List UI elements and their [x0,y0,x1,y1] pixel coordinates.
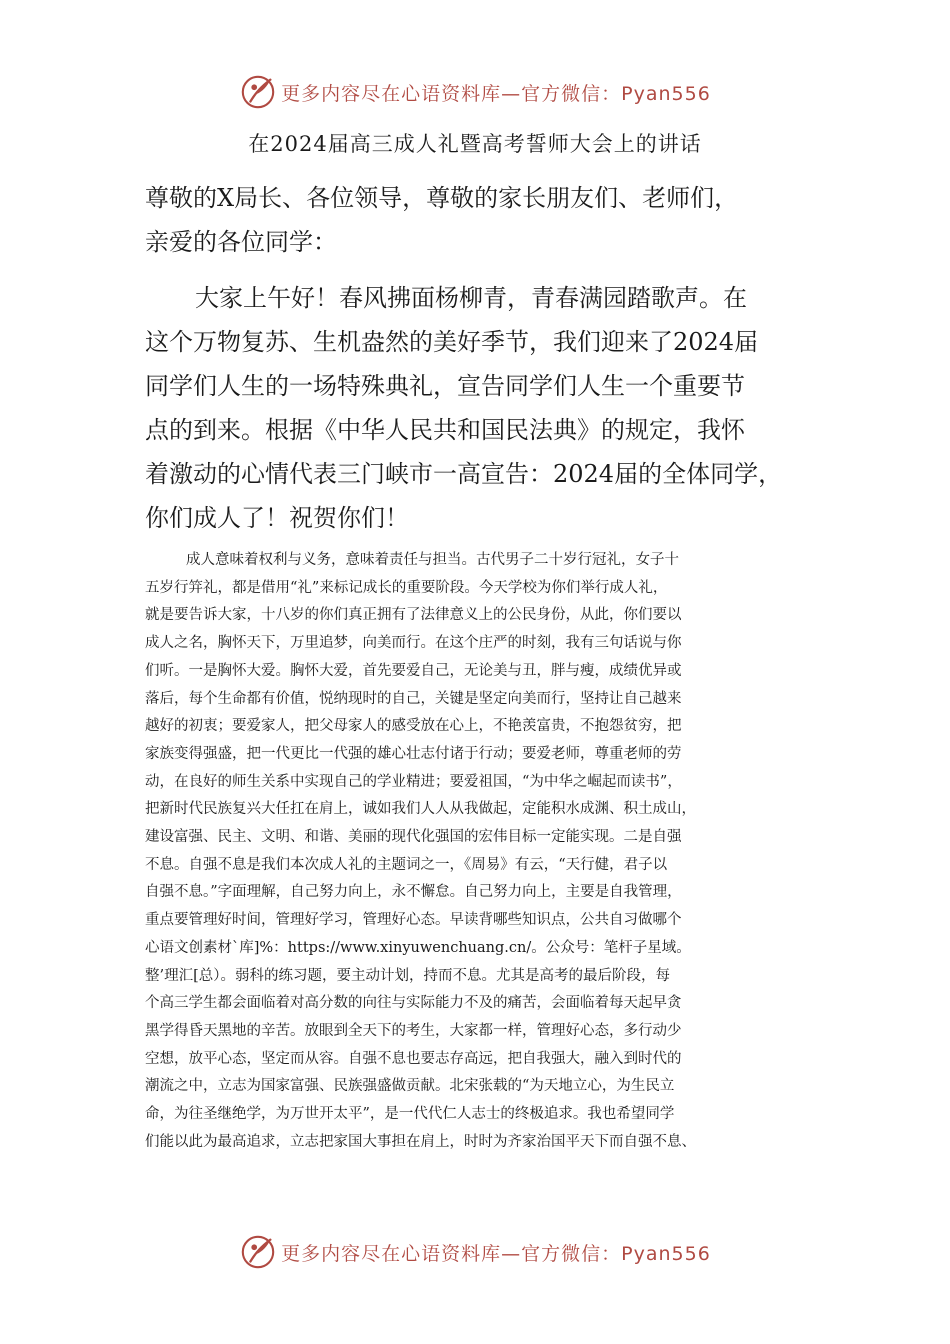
quill-logo-icon [239,1233,277,1271]
body-line: 动，在良好的师生关系中实现自己的学业精进；要爱祖国，“为中华之崛起而读书”， [145,773,682,790]
body-line: 整’理汇[总）。弱科的练习题，要主动计划，持而不息。尤其是高考的最后阶段，每 [145,967,671,984]
body-line: 个高三学生都会面临着对高分数的向往与实际能力不及的痛苦，会面临着每天起早贪 [145,995,682,1012]
body-line: 就是要告诉大家，十八岁的你们真正拥有了法律意义上的公民身份，从此，你们要以 [145,607,682,624]
intro-line: 点的到来。根据《中华人民共和国民法典》的规定，我怀 [145,416,745,444]
intro-paragraph [145,276,825,540]
body-line: 成人之名，胸怀天下，万里追梦，向美而行。在这个庄严的时刻，我有三句话说与你 [145,635,682,652]
body-line: 空想，放平心态，坚定而从容。自强不息也要志存高远，把自我强大，融入到时代的 [145,1050,682,1067]
intro-line: 大家上午好！春风拂面杨柳青，青春满园踏歌声。在 [195,284,747,312]
greeting-line: 亲爱的各位同学： [145,228,337,256]
intro-line: 这个万物复苏、生机盎然的美好季节，我们迎来了2024届 [145,328,759,356]
body-line: 建设富强、民主、文明、和谐、美丽的现代化强国的宏伟目标一定能实现。二是自强 [145,829,682,846]
body-line: 成人意味着权利与义务，意味着责任与担当。古代男子二十岁行冠礼，女子十 [186,552,679,568]
page-title: 在2024届高三成人礼暨高考誓师大会上的讲话 [248,132,702,156]
body-line: 五岁行笄礼，都是借用“礼”来标记成长的重要阶段。今天学校为你们举行成人礼， [145,579,668,596]
watermark-text: 更多内容尽在心语资料库—官方微信：Pyan556 [281,1242,711,1265]
intro-line: 同学们人生的一场特殊典礼，宣告同学们人生一个重要节 [145,372,745,400]
watermark-banner-bottom [0,1232,950,1272]
body-line: 落后，每个生命都有价值，悦纳现时的自己，关键是坚定向美而行，坚持让自己越来 [145,690,682,707]
greeting-paragraph [145,176,825,264]
quill-logo-icon [239,73,277,111]
body-line: 黑学得昏天黑地的辛苦。放眼到全天下的考生，大家都一样，管理好心态，多行动少 [145,1022,682,1039]
watermark-banner-top [0,72,950,112]
body-line: 命，为往圣继绝学，为万世开太平”，是一代代仁人志士的终极追求。我也希望同学 [145,1106,675,1123]
body-line: 越好的初衷；要爱家人，把父母家人的感受放在心上，不艳羡富贵，不抱怨贫穷，把 [145,718,682,735]
intro-line: 着激动的心情代表三门峡市一高宣告：2024届的全体同学， [145,460,783,488]
body-paragraph [145,547,825,1156]
body-line: 把新时代民族复兴大任扛在肩上，诚如我们人人从我做起，定能积水成渊、积土成山， [145,801,696,818]
body-line: 重点要管理好时间，管理好学习，管理好心态。早读背哪些知识点，公共自习做哪个 [145,912,682,929]
intro-line: 你们成人了！祝贺你们！ [145,504,409,532]
body-line: 们能以此为最高追求，立志把家国大事担在肩上，时时为齐家治国平天下而自强不息、 [145,1133,696,1150]
body-line: 们听。一是胸怀大爱。胸怀大爱，首先要爱自己，无论美与丑，胖与瘦，成绩优异或 [145,662,682,679]
body-line: 不息。自强不息是我们本次成人礼的主题词之一，《周易》有云，“天行健，君子以 [145,856,668,873]
watermark-text: 更多内容尽在心语资料库—官方微信：Pyan556 [281,82,711,105]
body-line: 家族变得强盛，把一代更比一代强的雄心壮志付诸于行动；要爱老师，尊重老师的劳 [145,745,682,762]
body-line: 自强不息。”字面理解，自己努力向上，永不懈怠。自己努力向上，主要是自我管理， [145,884,682,901]
greeting-line: 尊敬的X局长、各位领导，尊敬的家长朋友们、老师们， [145,184,739,212]
body-line: 潮流之中，立志为国家富强、民族强盛做贡献。北宋张载的“为天地立心，为生民立 [145,1078,675,1095]
body-line: 心语文创素材`库]%：https://www.xinyuwenchuang.cn/。公众号：笔杆子星域。 [145,939,691,956]
